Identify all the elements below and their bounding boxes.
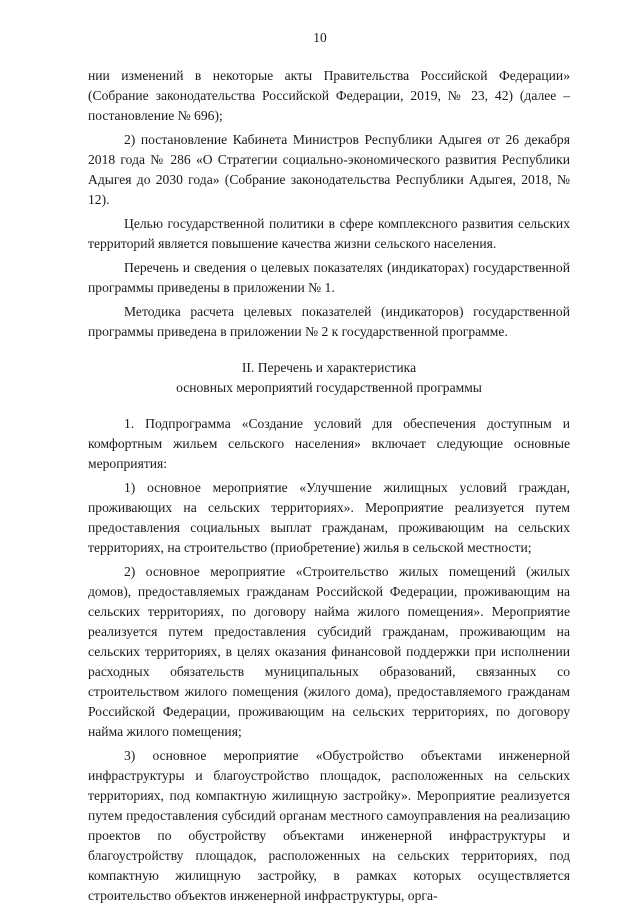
paragraph-methodology: Методика расчета целевых показателей (индикаторов) государственной программы приведена в приложении № 2 к государственной программе. bbox=[88, 304, 570, 339]
section-heading-line1: II. Перечень и характеристика bbox=[241, 360, 417, 375]
paragraph-resolution-286: 2) постановление Кабинета Министров Республики Адыгея от 26 декабря 2018 года № 286 «О Стратегии социально-экономического развития Республики Адыгея до 2030 года» (Собрание законодательства Республики Адыгея, 2018, № 12). bbox=[88, 132, 570, 207]
paragraph-measure-3: 3) основное мероприятие «Обустройство объектами инженерной инфраструктуры и благоустройство площадок, расположенных на сельских территориях, под компактную жилищную застройку». Мероприятие реализуется путем предоставления субсидий органам местного самоуправления на реализацию проектов по обустройству объектами инженерной инфраструктуры и благоустройству площадок, расположенных на сельских территориях, под компактную жилищную застройку, в рамках которых осуществляется строительство объектов инженерной инфраструктуры, орга- bbox=[88, 748, 570, 903]
paragraph-continuation: нии изменений в некоторые акты Правительства Российской Федерации» (Собрание законодательства Российской Федерации, 2019, № 23, 42) (далее – постановление № 696); bbox=[88, 68, 570, 123]
paragraph-policy-goal: Целью государственной политики в сфере комплексного развития сельских территорий является повышение качества жизни сельского населения. bbox=[88, 216, 570, 251]
paragraph-subprogram-1: 1. Подпрограмма «Создание условий для обеспечения доступным и комфортным жильем сельского населения» включает следующие основные мероприятия: bbox=[88, 416, 570, 471]
document-body bbox=[88, 66, 570, 906]
paragraph-measure-2: 2) основное мероприятие «Строительство жилых помещений (жилых домов), предоставляемых гражданам Российской Федерации, проживающим на сельских территориях, по договору найма жилого помещения». Мероприятие реализуется путем предоставления субсидий гражданам, проживающим на сельских территориях, в целях оказания финансовой поддержки при исполнении расходных обязательств муниципальных образований, связанных со строительством жилого помещения (жилого дома), предоставляемого гражданам Российской Федерации, проживающим на сельских территориях, по договору найма жилого помещения; bbox=[88, 564, 570, 739]
page-number: 10 bbox=[313, 30, 327, 45]
paragraph-indicators-list: Перечень и сведения о целевых показателях (индикаторах) государственной программы приведены в приложении № 1. bbox=[88, 260, 570, 295]
section-heading-line2: основных мероприятий государственной программы bbox=[176, 380, 482, 395]
paragraph-measure-1: 1) основное мероприятие «Улучшение жилищных условий граждан, проживающих на сельских территориях». Мероприятие реализуется путем предоставления социальных выплат гражданам, проживающим на сельских территориях, на строительство (приобретение) жилья в сельской местности; bbox=[88, 480, 570, 555]
